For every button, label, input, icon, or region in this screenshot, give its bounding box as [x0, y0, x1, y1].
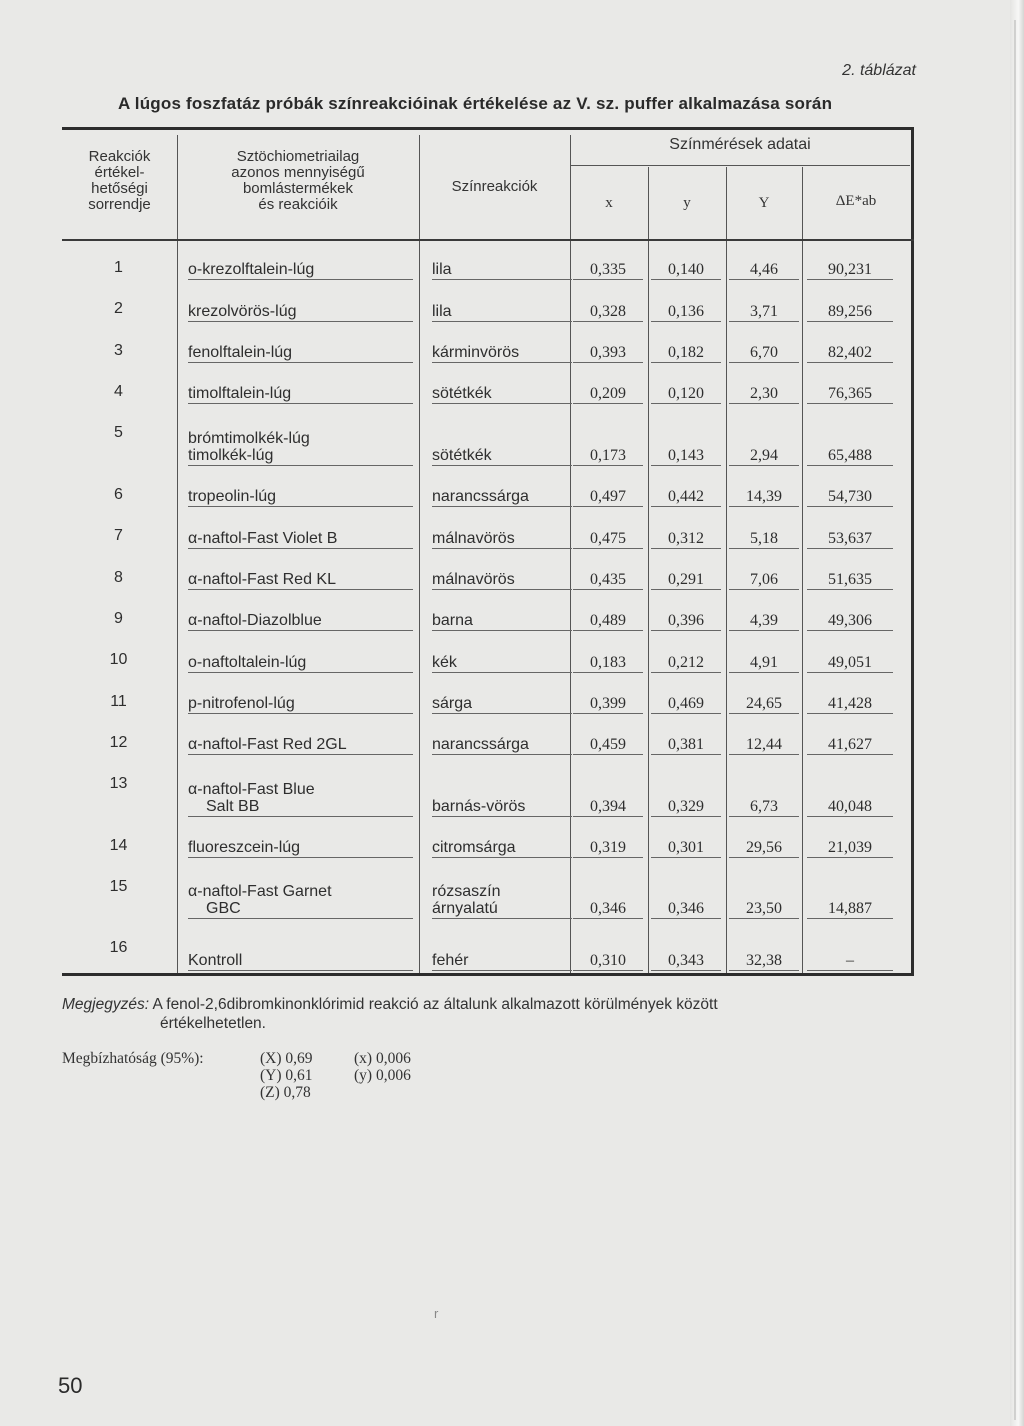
- table-row: [62, 509, 914, 551]
- row-color-reaction: [432, 303, 572, 322]
- row-color-line: fehér: [432, 952, 469, 969]
- row-value-y: 0,120: [651, 385, 721, 404]
- row-value-x: 0,489: [573, 612, 643, 631]
- row-color-line: rózsaszín: [432, 883, 501, 900]
- row-value-Y: 12,44: [729, 736, 799, 755]
- header-order-line: értékel-: [94, 164, 145, 181]
- header-reagent-line: azonos mennyiségű: [231, 164, 365, 181]
- row-order-number: 5: [114, 424, 123, 441]
- row-value-delta-e: 89,256: [807, 303, 893, 322]
- row-reagent: [188, 612, 413, 631]
- table-row: [62, 921, 914, 973]
- row-value-delta-e: 41,428: [807, 695, 893, 714]
- row-color-reaction: [432, 530, 572, 549]
- row-reagent-line: tropeolin-lúg: [188, 488, 277, 505]
- table-row: [62, 716, 914, 757]
- row-value-Y: 5,18: [729, 530, 799, 549]
- table-row: [62, 860, 914, 921]
- row-color-line: sárga: [432, 695, 473, 712]
- header-x: x: [605, 195, 613, 211]
- row-value-delta-e: 90,231: [807, 261, 893, 280]
- row-order-number: 16: [109, 939, 128, 956]
- header-measurement-group: Színmérések adatai: [669, 136, 811, 153]
- row-reagent-line: fluoreszcein-lúg: [188, 839, 301, 856]
- row-value-Y: 3,71: [729, 303, 799, 322]
- row-value-x: 0,328: [573, 303, 643, 322]
- row-value-Y: 6,70: [729, 344, 799, 363]
- reliability-capital-values: [260, 1050, 313, 1101]
- row-reagent: [188, 385, 413, 404]
- row-color-reaction: [432, 952, 572, 971]
- row-value-x: 0,335: [573, 261, 643, 280]
- row-value-delta-e: 65,488: [807, 447, 893, 466]
- row-reagent-line: krezolvörös-lúg: [188, 303, 297, 320]
- table-row: [62, 282, 914, 324]
- row-value-y: 0,212: [651, 654, 721, 673]
- row-value-delta-e: 51,635: [807, 571, 893, 590]
- row-color-line: sötétkék: [432, 385, 492, 402]
- row-value-y: 0,291: [651, 571, 721, 590]
- row-value-delta-e: 40,048: [807, 798, 893, 817]
- binding-shadow: [1014, 20, 1016, 1420]
- row-value-y: 0,182: [651, 344, 721, 363]
- row-reagent: [188, 952, 413, 971]
- row-value-Y: 23,50: [729, 900, 799, 919]
- row-value-Y: 4,46: [729, 261, 799, 280]
- row-value-delta-e: 49,051: [807, 654, 893, 673]
- row-order-number: 14: [109, 837, 128, 854]
- row-value-y: 0,143: [651, 447, 721, 466]
- row-value-delta-e: 14,887: [807, 900, 893, 919]
- row-reagent-line: α-naftol-Fast Blue: [188, 781, 315, 798]
- header-order-line: hetőségi: [91, 180, 148, 197]
- row-color-reaction: [432, 654, 572, 673]
- table-row: [62, 675, 914, 716]
- header-delta-e: ΔE*ab: [835, 193, 877, 209]
- row-reagent: [188, 303, 413, 322]
- row-value-delta-e: 49,306: [807, 612, 893, 631]
- row-color-line: barna: [432, 612, 473, 629]
- row-value-y: 0,396: [651, 612, 721, 631]
- row-value-y: 0,346: [651, 900, 721, 919]
- results-table: [62, 127, 914, 976]
- row-reagent-line: α-naftol-Fast Red 2GL: [188, 736, 347, 753]
- row-value-y: 0,381: [651, 736, 721, 755]
- row-color-line: barnás-vörös: [432, 798, 526, 815]
- row-order-number: 7: [114, 527, 123, 544]
- table-number-label: 2. táblázat: [842, 62, 916, 79]
- row-reagent-line: α-naftol-Fast Violet B: [188, 530, 338, 547]
- header-order-line: Reakciók: [88, 148, 151, 165]
- row-value-x: 0,173: [573, 447, 643, 466]
- row-color-line: narancssárga: [432, 488, 529, 505]
- row-reagent: [188, 488, 413, 507]
- row-value-Y: 7,06: [729, 571, 799, 590]
- row-order-number: 11: [110, 693, 127, 710]
- row-value-x: 0,435: [573, 571, 643, 590]
- header-reagent-line: és reakcióik: [258, 196, 338, 213]
- table-row: [62, 468, 914, 509]
- row-order-number: 13: [109, 775, 128, 792]
- row-reagent-line: o-krezolftalein-lúg: [188, 261, 315, 278]
- header-color-reaction: Színreakciók: [451, 178, 538, 195]
- row-value-delta-e: 21,039: [807, 839, 893, 858]
- row-color-reaction: [432, 839, 572, 858]
- table-row: [62, 592, 914, 633]
- row-order-number: 9: [114, 610, 123, 627]
- row-color-reaction: [432, 883, 572, 919]
- row-color-reaction: [432, 488, 572, 507]
- row-color-line: kék: [432, 654, 457, 671]
- row-value-y: 0,312: [651, 530, 721, 549]
- row-value-Y: 24,65: [729, 695, 799, 714]
- row-color-reaction: [432, 385, 572, 404]
- row-reagent: [188, 695, 413, 714]
- row-order-number: 12: [109, 734, 128, 751]
- row-reagent-line: timolftalein-lúg: [188, 385, 292, 402]
- footnote-text: A fenol-2,6dibromkinonklórimid reakció az általunk alkalmazott körülmények között: [152, 996, 718, 1013]
- row-value-x: 0,394: [573, 798, 643, 817]
- header-Y-capital: Y: [758, 195, 770, 211]
- row-reagent: [188, 781, 413, 817]
- header-reagent: [177, 149, 419, 213]
- table-top-border: [62, 127, 914, 130]
- row-color-reaction: [432, 447, 572, 466]
- page-number: 50: [58, 1373, 83, 1398]
- row-value-x: 0,209: [573, 385, 643, 404]
- row-reagent: [188, 430, 413, 466]
- row-value-delta-e: 41,627: [807, 736, 893, 755]
- row-reagent-line: timolkék-lúg: [188, 447, 274, 464]
- row-color-reaction: [432, 798, 572, 817]
- row-reagent-line: p-nitrofenol-lúg: [188, 695, 295, 712]
- row-value-Y: 14,39: [729, 488, 799, 507]
- table-bottom-border: [62, 973, 914, 976]
- page-edge: [1010, 0, 1024, 1426]
- row-reagent-line: GBC: [206, 900, 241, 917]
- row-color-line: kárminvörös: [432, 344, 520, 361]
- row-reagent-line: o-naftoltalein-lúg: [188, 654, 307, 671]
- row-value-delta-e: 53,637: [807, 530, 893, 549]
- row-reagent-line: α-naftol-Diazolblue: [188, 612, 322, 629]
- table-row: [62, 633, 914, 675]
- row-value-delta-e: 76,365: [807, 385, 893, 404]
- row-order-number: 15: [109, 878, 128, 895]
- row-reagent-line: α-naftol-Fast Garnet: [188, 883, 332, 900]
- row-value-delta-e: –: [807, 952, 893, 971]
- footnote: [62, 996, 718, 1014]
- row-color-line: lila: [432, 303, 452, 320]
- row-reagent-line: fenolftalein-lúg: [188, 344, 293, 361]
- row-value-x: 0,393: [573, 344, 643, 363]
- header-y-small: y: [683, 195, 691, 211]
- row-color-line: málnavörös: [432, 530, 515, 547]
- row-value-y: 0,301: [651, 839, 721, 858]
- footnote-continuation: értékelhetetlen.: [160, 1015, 266, 1032]
- reliability-label: Megbízhatóság (95%):: [62, 1050, 204, 1067]
- row-value-Y: 4,39: [729, 612, 799, 631]
- row-value-Y: 29,56: [729, 839, 799, 858]
- table-row: [62, 406, 914, 468]
- row-color-line: sötétkék: [432, 447, 492, 464]
- row-reagent-line: Salt BB: [206, 798, 260, 815]
- row-reagent-line: brómtimolkék-lúg: [188, 430, 310, 447]
- row-value-Y: 2,30: [729, 385, 799, 404]
- row-value-y: 0,343: [651, 952, 721, 971]
- row-color-reaction: [432, 736, 572, 755]
- header-order: [62, 149, 177, 213]
- print-speck: r: [434, 1306, 439, 1321]
- reliability-value: (Y) 0,61: [260, 1067, 313, 1084]
- row-value-x: 0,475: [573, 530, 643, 549]
- row-reagent: [188, 654, 413, 673]
- table-row: [62, 241, 914, 282]
- reliability-value: (y) 0,006: [354, 1067, 411, 1084]
- row-value-delta-e: 82,402: [807, 344, 893, 363]
- row-value-x: 0,497: [573, 488, 643, 507]
- row-reagent-line: α-naftol-Fast Red KL: [188, 571, 336, 588]
- row-value-x: 0,459: [573, 736, 643, 755]
- table-title: A lúgos foszfatáz próbák színreakcióinak értékelése az V. sz. puffer alkalmazása során: [118, 94, 833, 113]
- table-row: [62, 819, 914, 860]
- row-reagent: [188, 261, 413, 280]
- row-value-y: 0,329: [651, 798, 721, 817]
- row-order-number: 3: [114, 342, 123, 359]
- row-value-Y: 6,73: [729, 798, 799, 817]
- row-order-number: 10: [109, 651, 128, 668]
- row-reagent: [188, 530, 413, 549]
- row-order-number: 1: [114, 259, 123, 276]
- row-order-number: 6: [114, 486, 123, 503]
- row-color-line: narancssárga: [432, 736, 529, 753]
- row-value-y: 0,469: [651, 695, 721, 714]
- row-reagent: [188, 571, 413, 590]
- measurement-group-rule: [570, 165, 910, 166]
- row-color-line: lila: [432, 261, 452, 278]
- row-reagent: [188, 883, 413, 919]
- row-color-reaction: [432, 695, 572, 714]
- reliability-value: (X) 0,69: [260, 1050, 313, 1067]
- table-row: [62, 324, 914, 365]
- row-order-number: 4: [114, 383, 123, 400]
- row-color-reaction: [432, 571, 572, 590]
- header-reagent-line: Sztöchiometriailag: [236, 148, 360, 165]
- row-value-x: 0,310: [573, 952, 643, 971]
- row-value-Y: 4,91: [729, 654, 799, 673]
- row-value-delta-e: 54,730: [807, 488, 893, 507]
- table-row: [62, 365, 914, 406]
- row-value-x: 0,183: [573, 654, 643, 673]
- row-order-number: 2: [114, 300, 123, 317]
- row-color-line: árnyalatú: [432, 900, 498, 917]
- row-reagent: [188, 839, 413, 858]
- row-reagent: [188, 736, 413, 755]
- reliability-value: (x) 0,006: [354, 1050, 411, 1067]
- row-reagent: [188, 344, 413, 363]
- row-value-x: 0,319: [573, 839, 643, 858]
- row-color-line: málnavörös: [432, 571, 515, 588]
- row-value-y: 0,140: [651, 261, 721, 280]
- row-value-y: 0,136: [651, 303, 721, 322]
- row-color-reaction: [432, 261, 572, 280]
- reliability-small-values: [354, 1050, 411, 1084]
- row-value-y: 0,442: [651, 488, 721, 507]
- row-reagent-line: Kontroll: [188, 952, 243, 969]
- row-value-x: 0,399: [573, 695, 643, 714]
- footnote-label: Megjegyzés:: [62, 996, 150, 1013]
- row-value-Y: 2,94: [729, 447, 799, 466]
- header-reagent-line: bomlástermékek: [242, 180, 354, 197]
- row-color-line: citromsárga: [432, 839, 516, 856]
- row-value-x: 0,346: [573, 900, 643, 919]
- row-order-number: 8: [114, 569, 123, 586]
- table-row: [62, 757, 914, 819]
- table-row: [62, 551, 914, 592]
- row-color-reaction: [432, 612, 572, 631]
- row-color-reaction: [432, 344, 572, 363]
- reliability-value: (Z) 0,78: [260, 1084, 311, 1101]
- header-order-line: sorrendje: [88, 196, 151, 213]
- row-value-Y: 32,38: [729, 952, 799, 971]
